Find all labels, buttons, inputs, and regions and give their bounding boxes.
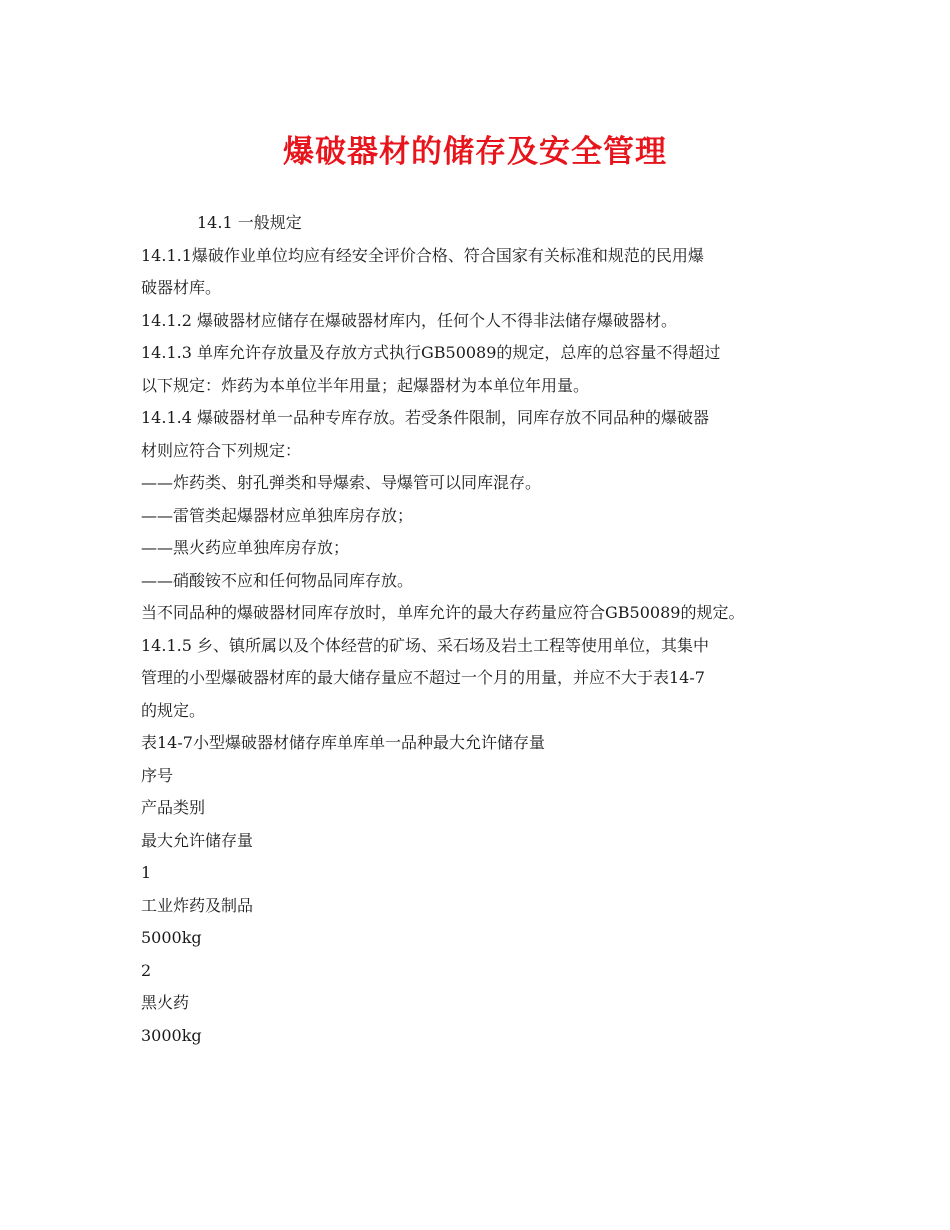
list-item: ——黑火药应单独库房存放； (141, 538, 350, 557)
table-cell: 1 (141, 863, 152, 882)
paragraph-line: 14.1.4 爆破器材单一品种专库存放。若受条件限制，同库存放不同品种的爆破器 (141, 408, 709, 427)
list-item: ——硝酸铵不应和任何物品同库存放。 (141, 570, 414, 590)
document-body (141, 207, 831, 1052)
paragraph-line: 当不同品种的爆破器材同库存放时，单库允许的最大存药量应符合GB50089的规定。 (141, 603, 745, 622)
page-title: 爆破器材的储存及安全管理 (283, 134, 667, 170)
section-heading: 14.1 一般规定 (197, 213, 302, 232)
paragraph-line: 14.1.2 爆破器材应储存在爆破器材库内，任何个人不得非法储存爆破器材。 (141, 310, 677, 330)
list-item: ——雷管类起爆器材应单独库房存放； (141, 505, 414, 525)
table-cell: 黑火药 (141, 993, 190, 1012)
paragraph-line: 管理的小型爆破器材库的最大储存量应不超过一个月的用量，并应不大于表14-7 (141, 668, 705, 687)
table-header-cell: 序号 (141, 765, 174, 785)
paragraph-line: 材则应符合下列规定： (141, 440, 302, 460)
paragraph-line: 14.1.5 乡、镇所属以及个体经营的矿场、采石场及岩土工程等使用单位，其集中 (141, 635, 709, 655)
list-item: ——炸药类、射孔弹类和导爆索、导爆管可以同库混存。 (141, 473, 542, 492)
table-cell: 5000kg (141, 928, 202, 947)
paragraph-line: 破器材库。 (141, 278, 222, 297)
table-cell: 3000kg (141, 1025, 202, 1045)
table-caption: 表14-7小型爆破器材储存库单库单一品种最大允许储存量 (141, 733, 545, 752)
table-header-cell: 产品类别 (141, 798, 206, 817)
paragraph-line: 14.1.1爆破作业单位均应有经安全评价合格、符合国家有关标准和规范的民用爆 (141, 245, 704, 265)
table-cell: 2 (141, 960, 152, 980)
paragraph-line: 14.1.3 单库允许存放量及存放方式执行GB50089的规定，总库的总容量不得超过 (141, 343, 721, 362)
table-cell: 工业炸药及制品 (141, 895, 254, 915)
paragraph-line: 的规定。 (141, 700, 206, 720)
paragraph-line: 以下规定：炸药为本单位半年用量；起爆器材为本单位年用量。 (141, 375, 590, 395)
table-header-cell: 最大允许储存量 (141, 830, 254, 850)
